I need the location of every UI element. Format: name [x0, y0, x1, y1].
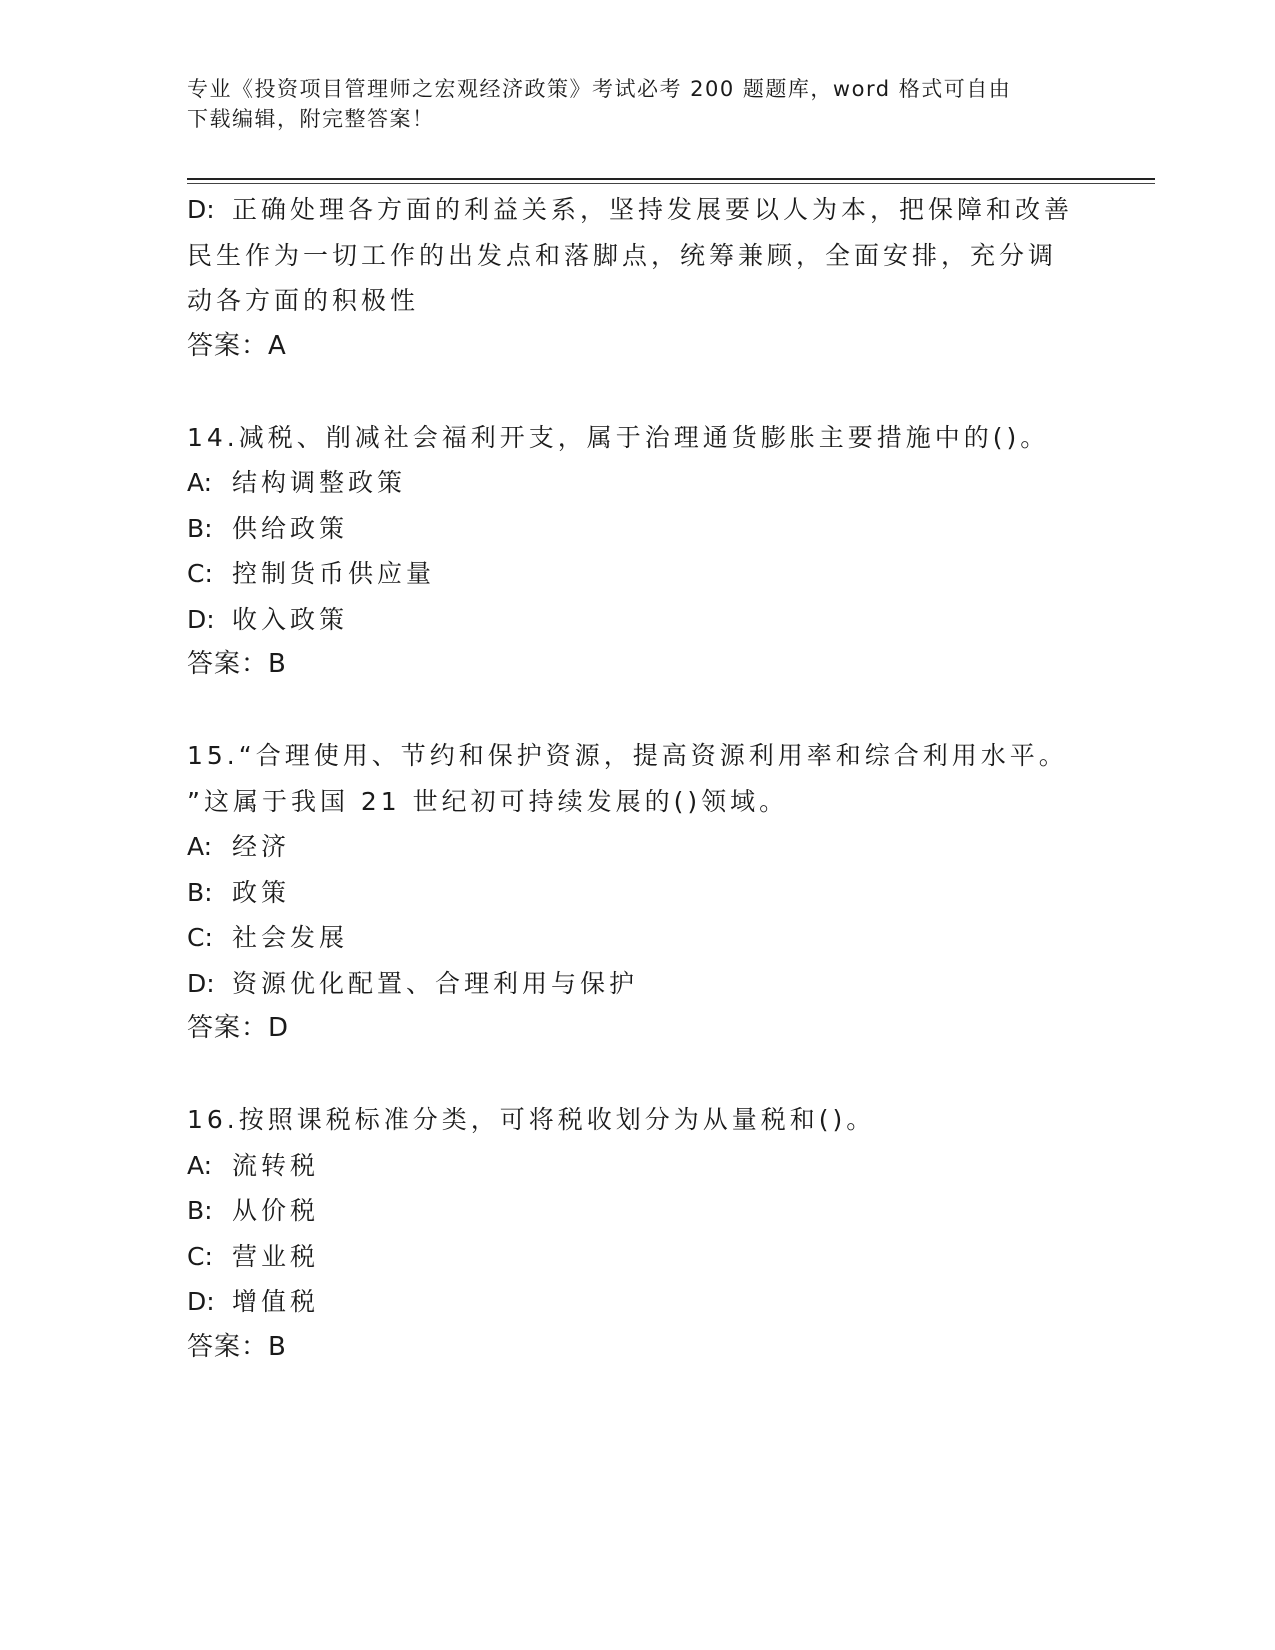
option-text: 流转税: [232, 1150, 320, 1180]
option-letter: D:: [187, 604, 215, 634]
option-row: [187, 824, 1087, 870]
question-15: [187, 733, 1087, 1052]
option-row: [187, 1279, 1087, 1325]
option-letter: C:: [187, 923, 213, 952]
option-row: [187, 187, 1087, 233]
option-text: 增值税: [232, 1287, 320, 1316]
option-letter: C:: [187, 559, 213, 588]
question-stem: 14.减税、削减社会福利开支，属于治理通货膨胀主要措施中的()。: [187, 422, 1050, 452]
option-text: 正确处理各方面的利益关系，坚持发展要以人为本，把保障和改善: [232, 195, 1074, 224]
header-rule-thin: [187, 183, 1155, 184]
option-letter: A:: [187, 468, 213, 497]
option-text: 资源优化配置、合理利用与保护: [232, 968, 639, 998]
option-letter: D:: [187, 968, 215, 998]
option-row: [187, 1234, 1087, 1280]
carryover-option: [187, 187, 1087, 324]
header-line-2: 下载编辑，附完整答案！: [187, 107, 435, 131]
option-text: 收入政策: [232, 604, 349, 634]
option-row: [187, 1143, 1087, 1189]
option-row: [187, 597, 1087, 643]
option-letter: B:: [187, 513, 213, 543]
option-letter: D:: [187, 1287, 215, 1316]
option-letter: B:: [187, 1196, 213, 1225]
option-text: 从价税: [232, 1196, 320, 1225]
answer-line: 答案：B: [187, 649, 287, 679]
option-row: [187, 961, 1087, 1007]
header-rule-thick: [187, 178, 1155, 180]
option-letter: A:: [187, 1150, 213, 1180]
document-body: [187, 187, 1087, 1370]
option-row: [187, 1188, 1087, 1234]
question-stem-continued: ”这属于我国 21 世纪初可持续发展的()领域。: [187, 786, 789, 816]
answer-line: 答案：D: [187, 1013, 290, 1043]
option-text: 社会发展: [232, 923, 349, 952]
option-row: [187, 915, 1087, 961]
option-row: [187, 870, 1087, 916]
answer-line: 答案：A: [187, 330, 287, 361]
option-row: [187, 460, 1087, 506]
question-14: [187, 415, 1087, 688]
option-row: [187, 551, 1087, 597]
option-text: 经济: [232, 832, 291, 861]
option-letter: C:: [187, 1241, 213, 1271]
question-stem: 15.“合理使用、节约和保护资源，提高资源利用率和综合利用水平。: [187, 741, 1068, 770]
question-16: [187, 1097, 1087, 1370]
option-text-continued: 民生作为一切工作的出发点和落脚点，统筹兼顾，全面安排，充分调: [187, 240, 1058, 270]
option-text: 供给政策: [232, 513, 349, 543]
option-letter: D:: [187, 195, 215, 224]
option-text-continued: 动各方面的积极性: [187, 286, 420, 315]
option-text: 政策: [232, 877, 291, 907]
option-row: [187, 506, 1087, 552]
option-text: 控制货币供应量: [232, 559, 436, 588]
option-text: 结构调整政策: [232, 468, 407, 497]
document-header: [187, 74, 1067, 134]
option-letter: B:: [187, 877, 213, 907]
option-text: 营业税: [232, 1241, 320, 1271]
option-letter: A:: [187, 832, 213, 861]
header-line-1: 专业《投资项目管理师之宏观经济政策》考试必考 200 题题库，word 格式可自由: [187, 77, 1012, 101]
question-stem: 16.按照课税标准分类，可将税收划分为从量税和()。: [187, 1105, 876, 1134]
answer-line: 答案：B: [187, 1331, 287, 1362]
